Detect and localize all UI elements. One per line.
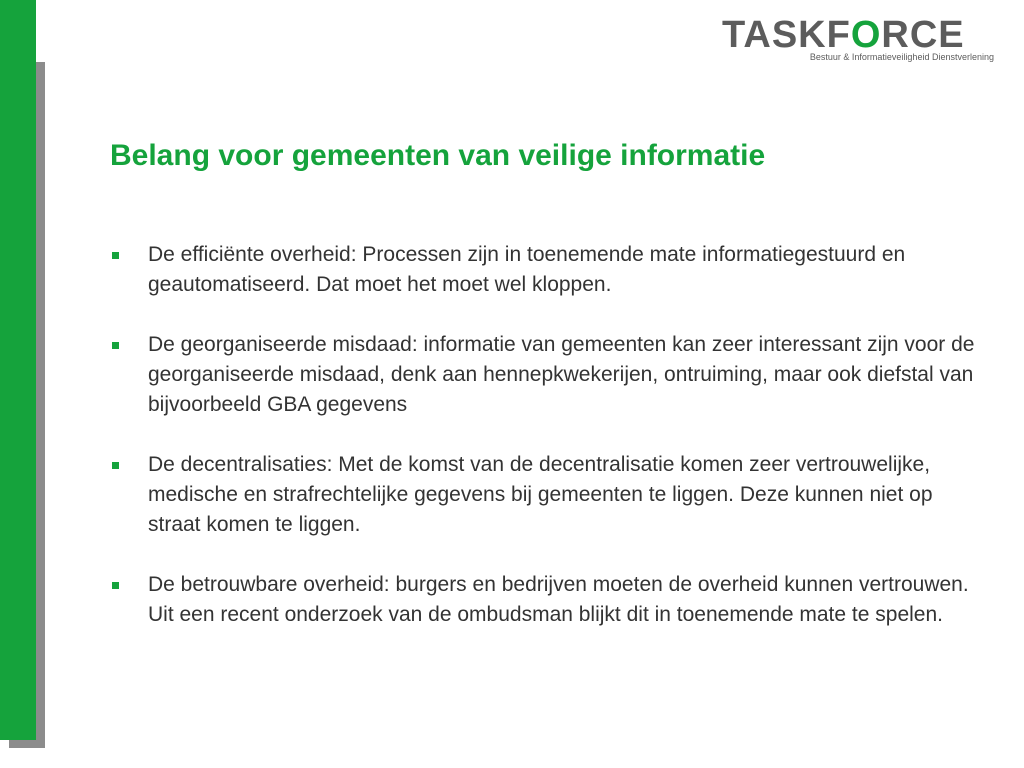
- bullet-text: De efficiënte overheid: Processen zijn in toenemende mate informatiegestuurd en geautomatiseerd. Dat moet het moet wel kloppen.: [148, 243, 906, 296]
- square-bullet-icon: [112, 252, 119, 259]
- logo-wordmark: [722, 14, 965, 56]
- square-bullet-icon: [112, 342, 119, 349]
- square-bullet-icon: [112, 462, 119, 469]
- bullet-list: [110, 240, 990, 660]
- logo-word-part2: RCE: [881, 14, 965, 56]
- slide-title: Belang voor gemeenten van veilige informatie: [110, 139, 766, 172]
- bullet-item: [110, 570, 990, 630]
- bullet-text: De georganiseerde misdaad: informatie van gemeenten kan zeer interessant zijn voor de georganiseerde misdaad, denk aan hennepkwekerijen, ontruiming, maar ook diefstal van bijvoorbeeld GBA gegevens: [148, 333, 975, 416]
- logo-word-part1: TASKF: [722, 14, 851, 56]
- bullet-text: De decentralisaties: Met de komst van de decentralisatie komen zeer vertrouwelijke, medische en strafrechtelijke gegevens bij gemeenten te liggen. Deze kunnen niet op straat komen te liggen.: [148, 453, 933, 536]
- left-accent-bar: [0, 0, 36, 740]
- bullet-item: [110, 330, 990, 420]
- bullet-text: De betrouwbare overheid: burgers en bedrijven moeten de overheid kunnen vertrouwen. Uit een recent onderzoek van de ombudsman blijkt dit in toenemende mate te spelen.: [148, 573, 969, 626]
- square-bullet-icon: [112, 582, 119, 589]
- logo-o-swoosh: O: [850, 14, 882, 56]
- bullet-item: [110, 240, 990, 300]
- taskforce-logo: [722, 14, 1002, 66]
- bullet-item: [110, 450, 990, 540]
- logo-tagline: Bestuur & Informatieveiligheid Dienstverlening: [809, 52, 994, 62]
